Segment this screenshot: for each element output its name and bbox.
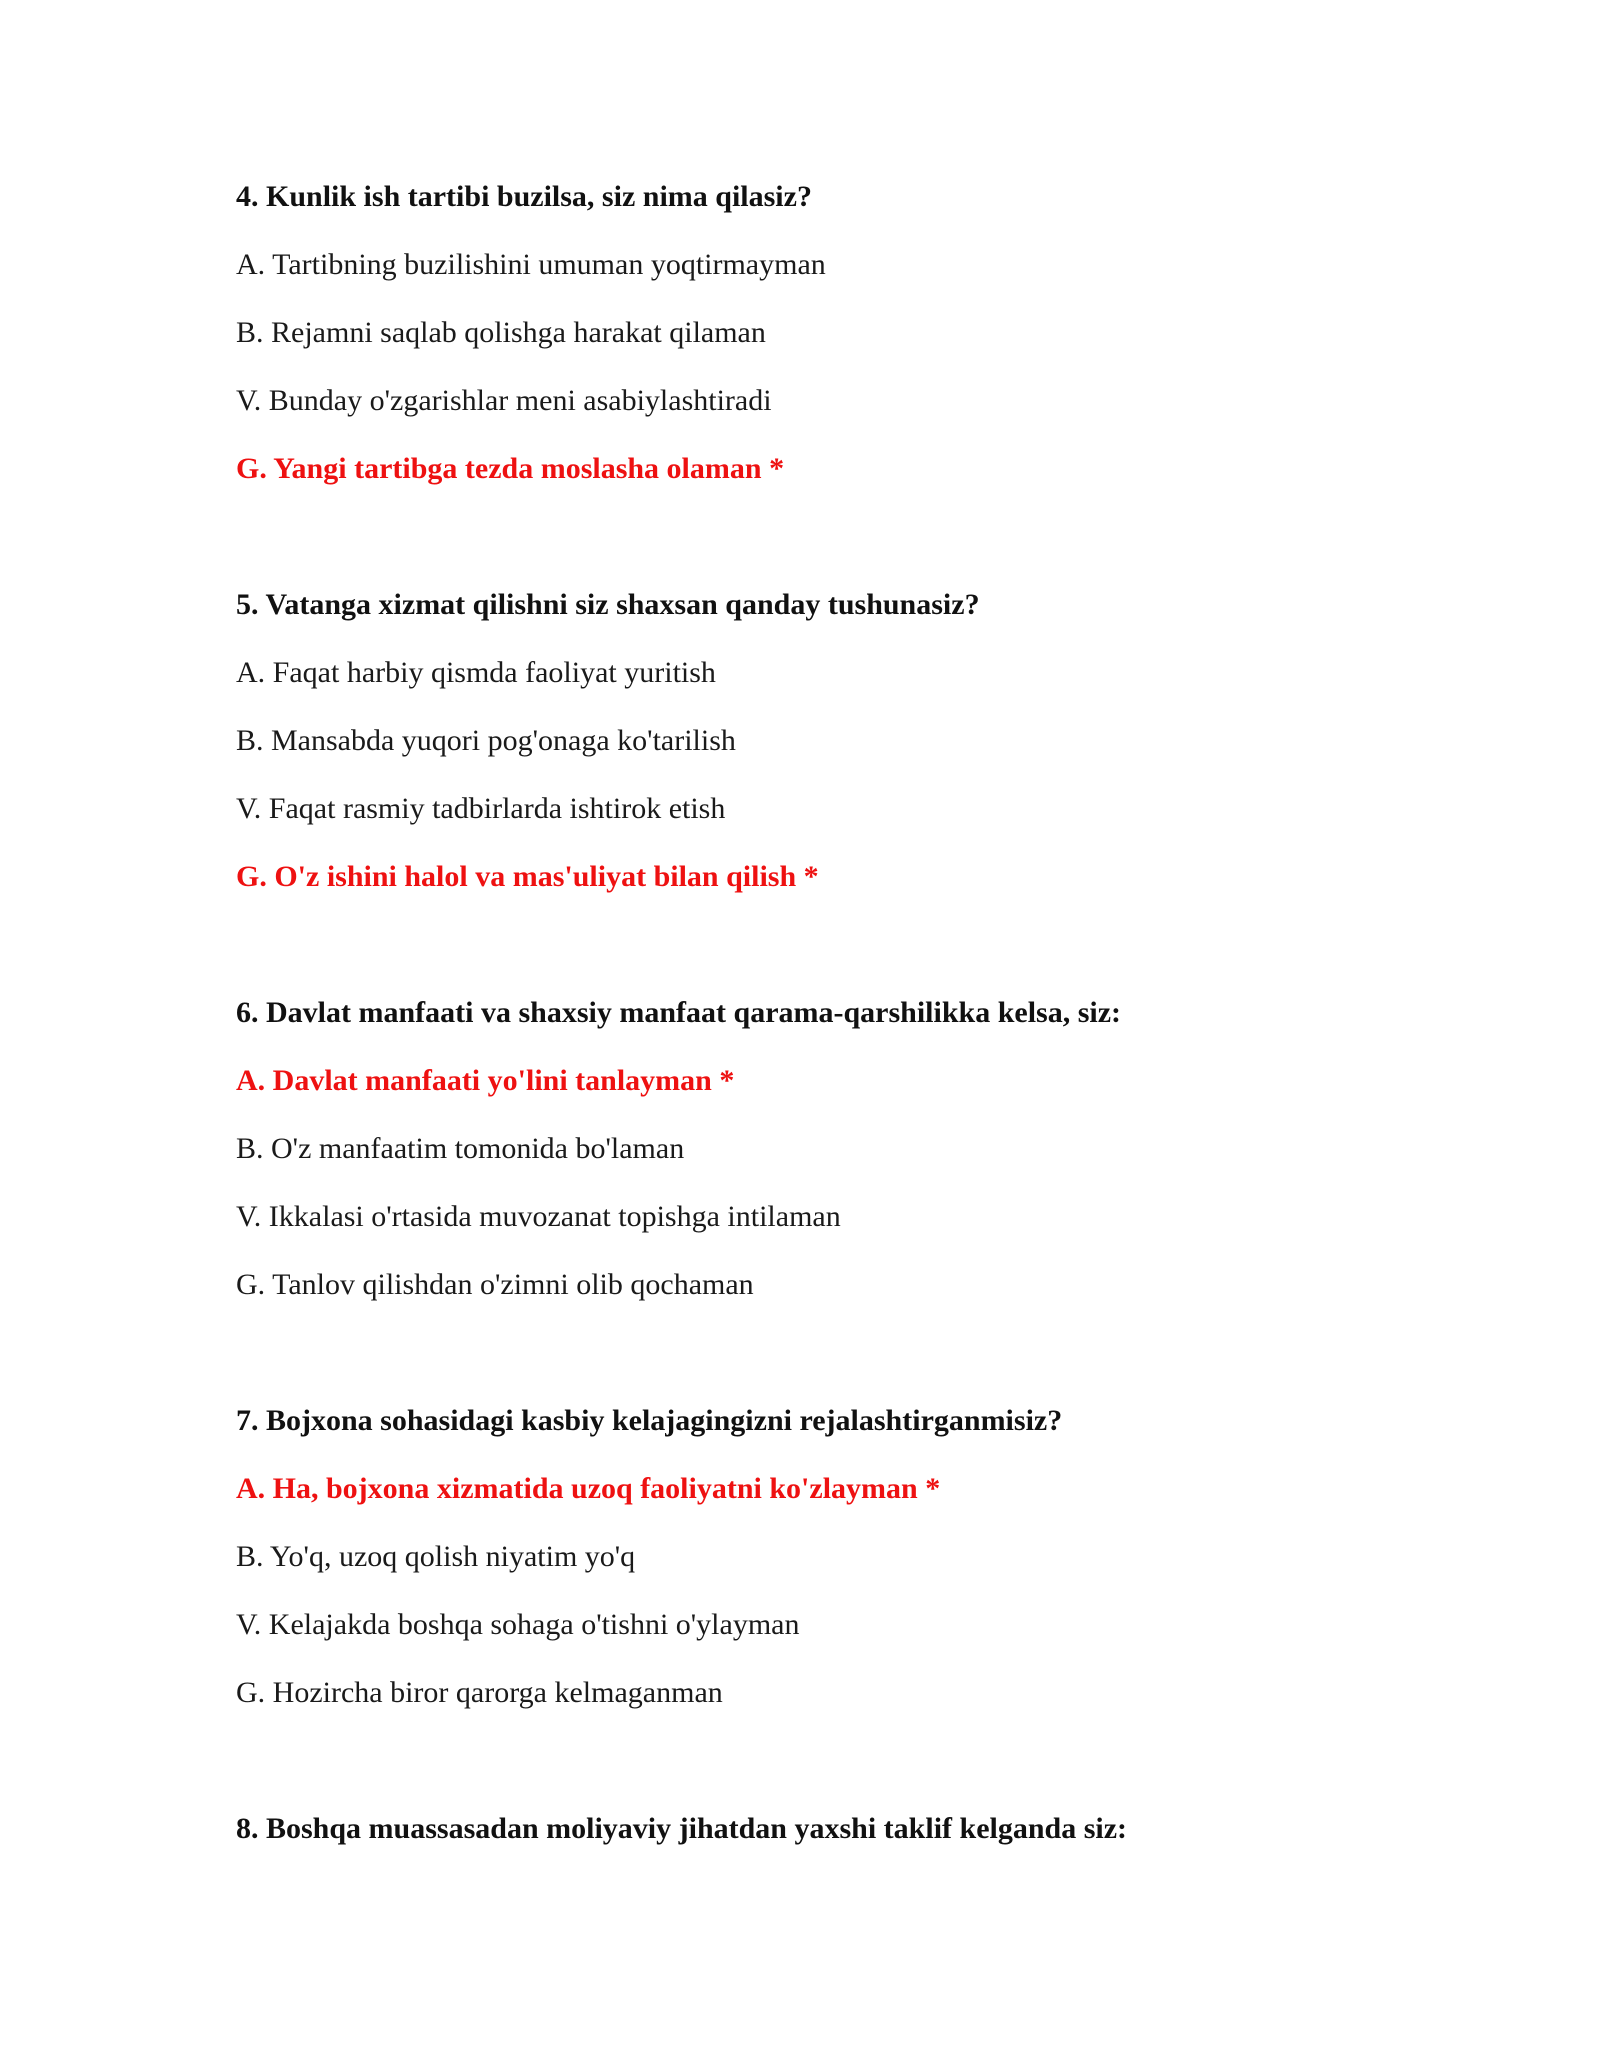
answer-option-a: A. Faqat harbiy qismda faoliyat yuritish (236, 656, 716, 689)
question-8 (236, 1812, 1436, 1846)
question-4 (236, 180, 1436, 486)
answer-option-v: V. Kelajakda boshqa sohaga o'tishni o'ylayman (236, 1608, 800, 1641)
question-title: 7. Bojxona sohasidagi kasbiy kelajagingizni rejalashtirganmisiz? (236, 1404, 1063, 1437)
answer-option-g: G. Tanlov qilishdan o'zimni olib qochaman (236, 1268, 754, 1301)
question-title: 8. Boshqa muassasadan moliyaviy jihatdan yaxshi taklif kelganda siz: (236, 1812, 1128, 1845)
section-spacer (236, 928, 1436, 996)
question-title: 5. Vatanga xizmat qilishni siz shaxsan qanday tushunasiz? (236, 588, 980, 621)
correct-answer-option-g: G. Yangi tartibga tezda moslasha olaman * (236, 452, 785, 485)
answer-option-b: B. O'z manfaatim tomonida bo'laman (236, 1132, 685, 1165)
question-title: 6. Davlat manfaati va shaxsiy manfaat qarama-qarshilikka kelsa, siz: (236, 996, 1122, 1029)
answer-option-v: V. Ikkalasi o'rtasida muvozanat topishga intilaman (236, 1200, 841, 1233)
section-spacer (236, 520, 1436, 588)
section-spacer (236, 1336, 1436, 1404)
correct-answer-option-a: A. Davlat manfaati yo'lini tanlayman * (236, 1064, 735, 1097)
question-7 (236, 1404, 1436, 1710)
section-spacer (236, 1744, 1436, 1812)
answer-option-g: G. Hozircha biror qarorga kelmaganman (236, 1676, 723, 1709)
answer-option-b: B. Yo'q, uzoq qolish niyatim yo'q (236, 1540, 636, 1573)
document-page (236, 180, 1436, 1880)
question-5 (236, 588, 1436, 894)
question-6 (236, 996, 1436, 1302)
correct-answer-option-a: A. Ha, bojxona xizmatida uzoq faoliyatni ko'zlayman * (236, 1472, 941, 1505)
answer-option-a: A. Tartibning buzilishini umuman yoqtirmayman (236, 248, 826, 281)
correct-answer-option-g: G. O'z ishini halol va mas'uliyat bilan qilish * (236, 860, 819, 893)
answer-option-b: B. Mansabda yuqori pog'onaga ko'tarilish (236, 724, 736, 757)
question-title: 4. Kunlik ish tartibi buzilsa, siz nima qilasiz? (236, 180, 812, 213)
answer-option-v: V. Faqat rasmiy tadbirlarda ishtirok etish (236, 792, 726, 825)
answer-option-b: B. Rejamni saqlab qolishga harakat qilaman (236, 316, 766, 349)
answer-option-v: V. Bunday o'zgarishlar meni asabiylashtiradi (236, 384, 772, 417)
